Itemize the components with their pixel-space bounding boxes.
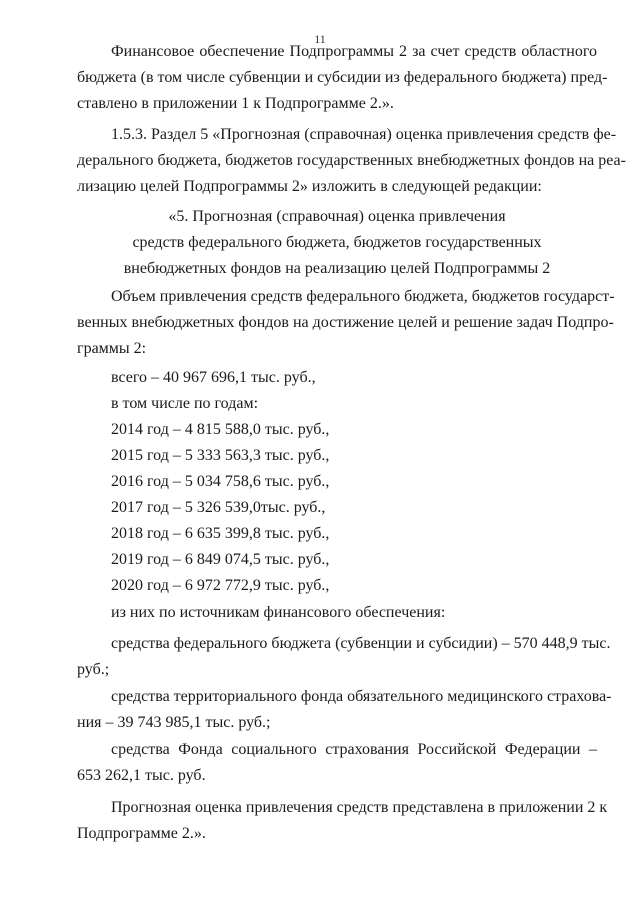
paragraph-2-line-3: лизацию целей Подпрограммы 2» изложить в следующей редакции: <box>77 178 542 195</box>
year-item-2019: 2019 год – 6 849 074,5 тыс. руб., <box>111 551 330 568</box>
paragraph-1-line-3: ставлено в приложении 1 к Подпрограмме 2.». <box>77 95 394 112</box>
source-territorial-line-2: ния – 39 743 985,1 тыс. руб.; <box>77 714 271 731</box>
source-federal-line-1: средства федерального бюджета (субвенции и субсидии) – 570 448,9 тыс. <box>111 635 611 652</box>
year-item-2015: 2015 год – 5 333 563,3 тыс. руб., <box>111 447 330 464</box>
total-amount: всего – 40 967 696,1 тыс. руб., <box>111 369 316 386</box>
year-item-2016: 2016 год – 5 034 758,6 тыс. руб., <box>111 473 330 490</box>
year-item-2018: 2018 год – 6 635 399,8 тыс. руб., <box>111 525 330 542</box>
sources-label: из них по источникам финансового обеспечения: <box>111 604 446 621</box>
year-item-2017: 2017 год – 5 326 539,0тыс. руб., <box>111 499 326 516</box>
year-item-2020: 2020 год – 6 972 772,9 тыс. руб., <box>111 577 330 594</box>
source-social-line-1: средства Фонда социального страхования Российской Федерации – <box>111 741 597 758</box>
source-federal-line-2: руб.; <box>77 661 110 678</box>
source-territorial-line-1: средства территориального фонда обязательного медицинского страхова- <box>111 688 612 705</box>
paragraph-1-line-1: Финансовое обеспечение Подпрограммы 2 за счет средств областного <box>111 43 597 60</box>
section-title-line-1: «5. Прогнозная (справочная) оценка привлечения <box>168 208 506 225</box>
by-years-label: в том числе по годам: <box>111 395 259 412</box>
paragraph-1-line-2: бюджета (в том числе субвенции и субсидии из федерального бюджета) пред- <box>77 69 608 86</box>
paragraph-2-line-2: дерального бюджета, бюджетов государственных внебюджетных фондов на реа- <box>77 152 626 169</box>
source-social-line-2: 653 262,1 тыс. руб. <box>77 767 206 784</box>
paragraph-3-line-1: Объем привлечения средств федерального бюджета, бюджетов государст- <box>111 288 615 305</box>
paragraph-3-line-3: граммы 2: <box>77 340 147 357</box>
section-title-line-2: средств федерального бюджета, бюджетов государственных <box>132 234 542 251</box>
final-paragraph-line-1: Прогнозная оценка привлечения средств представлена в приложении 2 к <box>111 799 608 816</box>
final-paragraph-line-2: Подпрограмме 2.». <box>77 825 206 842</box>
paragraph-2-line-1: 1.5.3. Раздел 5 «Прогнозная (справочная) оценка привлечения средств фе- <box>111 126 617 143</box>
year-item-2014: 2014 год – 4 815 588,0 тыс. руб., <box>111 421 330 438</box>
page-number: 11 <box>314 32 326 46</box>
paragraph-3-line-2: венных внебюджетных фондов на достижение целей и решение задач Подпро- <box>77 314 614 331</box>
section-title-line-3: внебюджетных фондов на реализацию целей Подпрограммы 2 <box>123 260 551 277</box>
